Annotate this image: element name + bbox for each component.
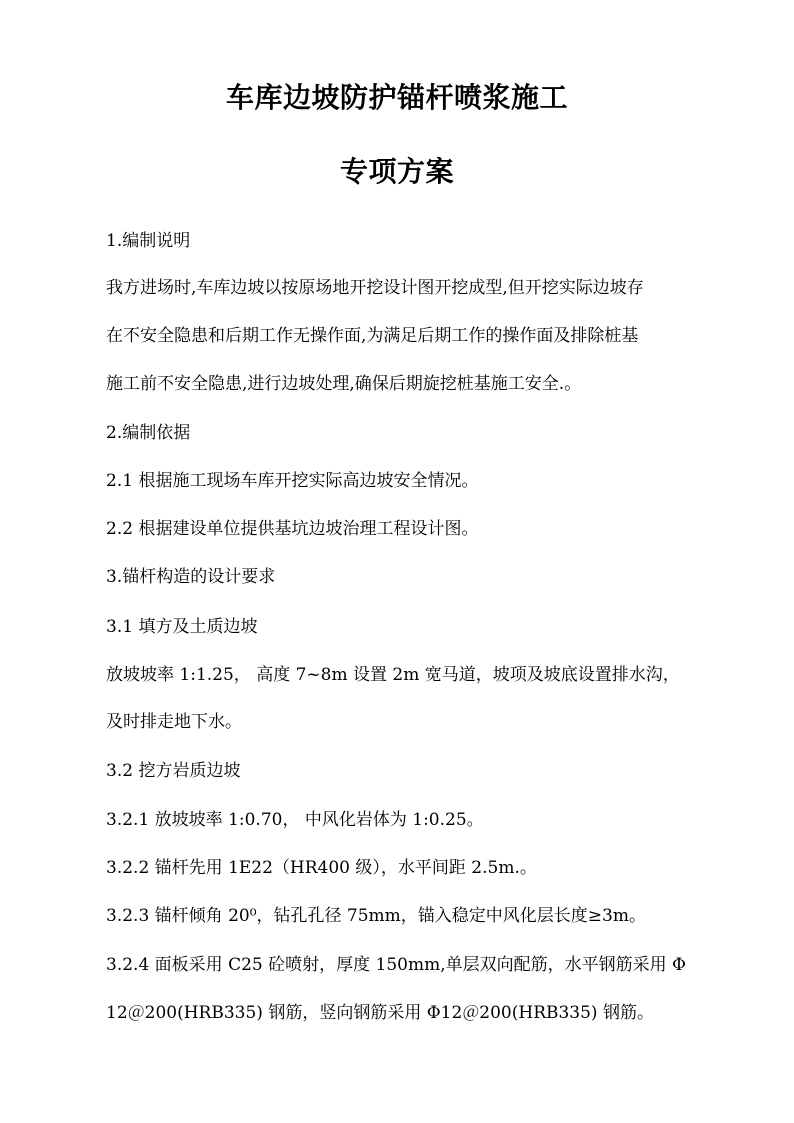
paragraph-line: 及时排走地下水。: [106, 712, 242, 732]
paragraph-line: 施工前不安全隐患,进行边坡处理,确保后期旋挖桩基施工安全.。: [106, 374, 582, 394]
document-subtitle: 专项方案: [339, 155, 454, 188]
paragraph-line: 12＠200(HRB335) 钢筋，竖向钢筋采用 Φ12＠200(HRB335) 钢筋。: [106, 1003, 654, 1023]
paragraph-line: 2.1 根据施工现场车库开挖实际高边坡安全情况。: [106, 471, 479, 491]
section-heading: 1.编制说明: [106, 231, 191, 251]
paragraph-line: 我方进场时,车库边坡以按原场地开挖设计图开挖成型,但开挖实际边坡存: [106, 278, 644, 298]
paragraph-line: 放坡坡率 1:1.25， 高度 7~8m 设置 2m 宽马道，坡项及坡底设置排水沟，: [106, 665, 680, 685]
paragraph-line: 3.2.3 锚杆倾角 20⁰，钻孔孔径 75mm，锚入稳定中风化层长度≥3m。: [106, 906, 646, 926]
paragraph-line: 2.2 根据建设单位提供基坑边坡治理工程设计图。: [106, 519, 479, 539]
subsection-heading: 3.2 挖方岩质边坡: [106, 761, 241, 781]
section-heading: 3.锚杆构造的设计要求: [106, 567, 276, 587]
subsection-heading: 3.1 填方及土质边坡: [106, 617, 258, 637]
paragraph-line: 3.2.1 放坡坡率 1:0.70， 中风化岩体为 1:0.25。: [106, 810, 484, 830]
paragraph-line: 3.2.2 锚杆先用 1E22（HR400 级），水平间距 2.5m.。: [106, 858, 537, 878]
paragraph-line: 3.2.4 面板采用 C25 砼喷射，厚度 150mm,单层双向配筋，水平钢筋采用 Φ: [106, 955, 686, 975]
paragraph-line: 在不安全隐患和后期工作无操作面,为满足后期工作的操作面及排除桩基: [106, 326, 639, 346]
document-title: 车库边坡防护锚杆喷浆施工: [225, 81, 568, 114]
section-heading: 2.编制依据: [106, 423, 191, 443]
